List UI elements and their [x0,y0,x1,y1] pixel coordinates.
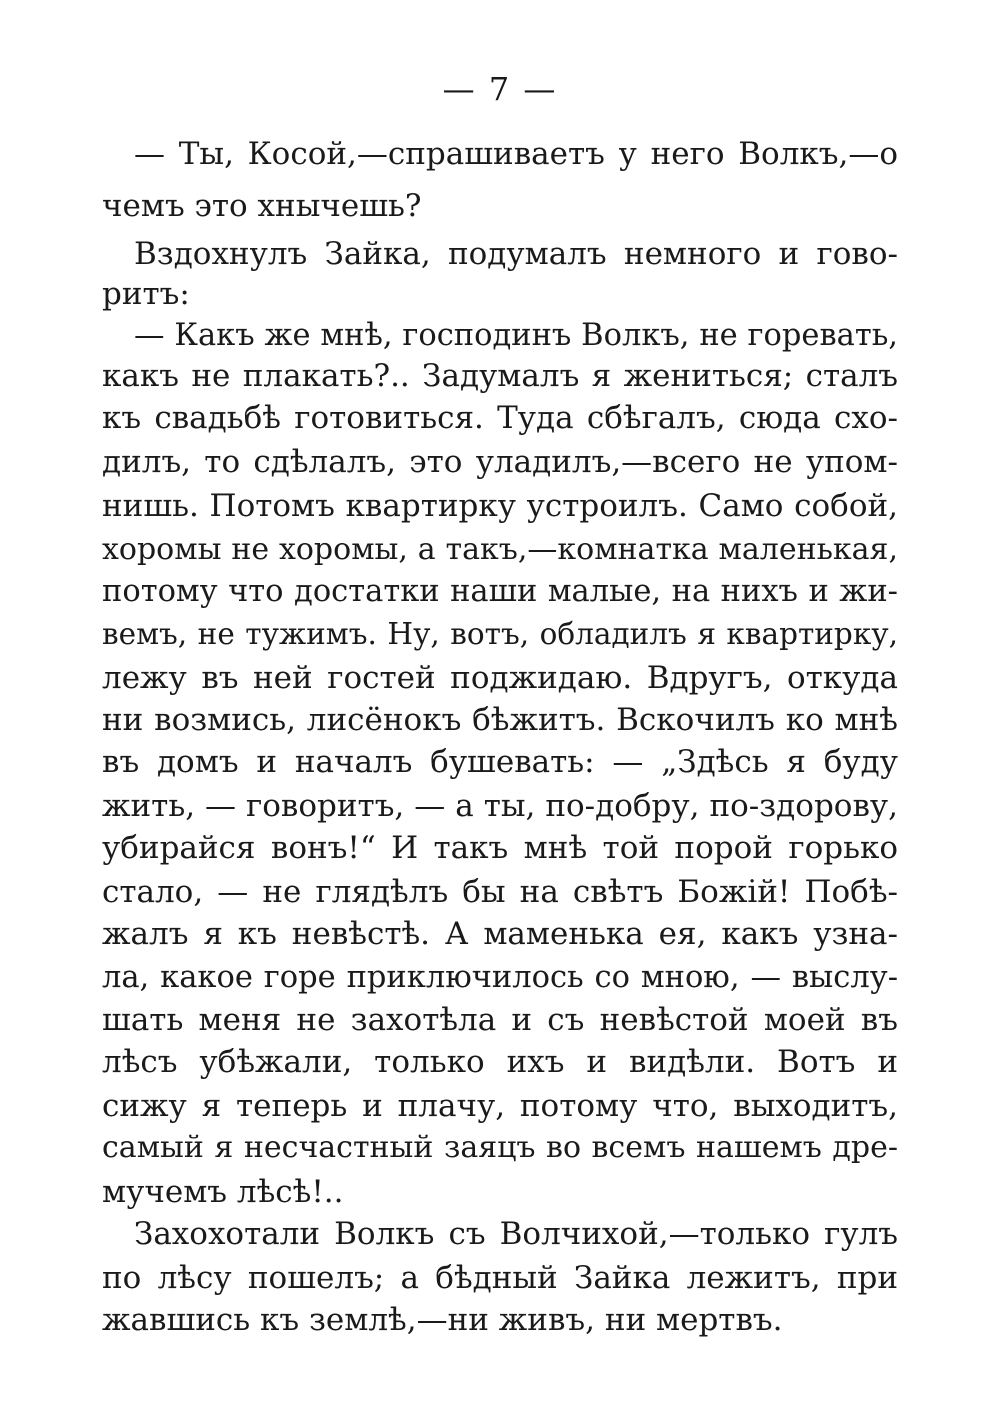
text-line-2: чемъ это хнычешь? [102,188,422,224]
text-line-16: жить, — говоритъ, — а ты, по-добру, по-здорову, [102,788,898,824]
text-line-7: къ свадьбѣ готовиться. Туда сбѣгалъ, сюда схо- [102,400,898,436]
text-line-12: вемъ, не тужимъ. Ну, вотъ, обладилъ я квартирку, [102,617,898,651]
text-line-25: мучемъ лѣсѣ!.. [102,1174,344,1210]
text-line-13: лежу въ ней гостей поджидаю. Вдругъ, откуда [102,660,898,696]
text-line-18: стало, — не глядѣлъ бы на свѣтъ Божій! Побѣ- [102,874,898,910]
text-line-17: убирайся вонъ!“ И такъ мнѣ той порой горько [102,830,898,866]
text-line-8: дилъ, то сдѣлалъ, это уладилъ,—всего не упом- [102,444,898,480]
text-line-22: лѣсъ убѣжали, только ихъ и видѣли. Вотъ и [102,1044,898,1080]
text-line-15: въ домъ и началъ бушевать: — „Здѣсь я буду [102,744,898,780]
text-line-28: жавшись къ землѣ,—ни живъ, ни мертвъ. [102,1302,783,1338]
text-line-5: — Какъ же мнѣ, господинъ Волкъ, не горевать, [134,318,898,353]
text-line-10: хоромы не хоромы, а такъ,—комнатка маленькая, [102,532,898,567]
text-line-24: самый я несчастный заяцъ во всемъ нашемъ дре- [102,1130,898,1165]
text-line-6: какъ не плакать?.. Задумалъ я жениться; сталъ [102,358,898,394]
text-line-11: потому что достатки наши малые, на нихъ и жи- [102,574,898,609]
text-line-27: по лѣсу пошелъ; а бѣдный Зайка лежитъ, при [102,1260,898,1296]
page-number: — 7 — [442,70,558,108]
text-line-3: Вздохнулъ Зайка, подумалъ немного и гово- [134,236,898,272]
text-line-1: — Ты, Косой,—спрашиваетъ у него Волкъ,—о [134,136,898,172]
text-line-9: нишь. Потомъ квартирку устроилъ. Само собой, [102,488,898,524]
text-line-26: Захохотали Волкъ съ Волчихой,—только гулъ [134,1216,898,1252]
text-line-23: сижу я теперь и плачу, потому что, выходитъ, [102,1088,898,1124]
text-line-4: ритъ: [102,276,190,312]
text-line-14: ни возмись, лисёнокъ бѣжитъ. Вскочилъ ко мнѣ [102,702,898,738]
text-line-21: шать меня не захотѣла и съ невѣстой моей въ [102,1002,898,1038]
text-line-19: жалъ я къ невѣстѣ. А маменька ея, какъ узна- [102,916,898,952]
text-line-20: ла, какое горе приключилось со мною, — выслу- [102,960,898,995]
